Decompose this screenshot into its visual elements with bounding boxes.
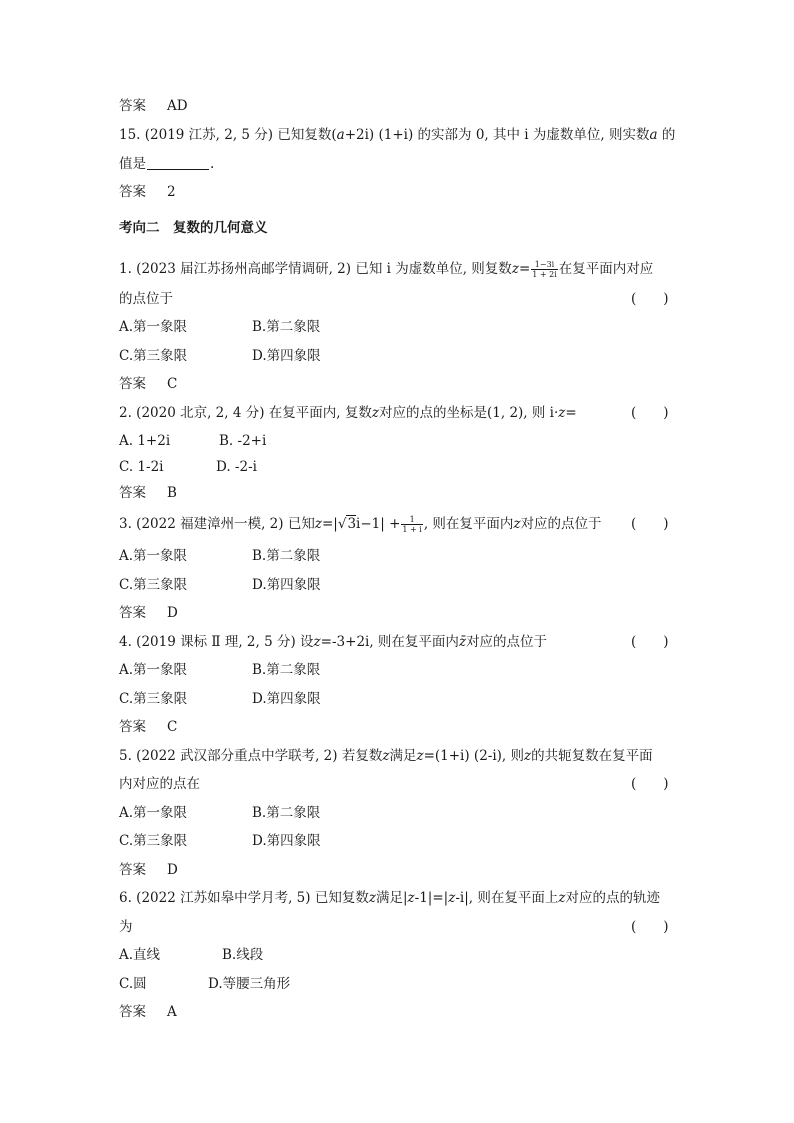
option-d: D. -2-i (216, 459, 257, 475)
option-b: B.第二象限 (252, 319, 321, 335)
question-5-options-row-1 (119, 803, 320, 823)
option-c: C.第三象限 (119, 691, 188, 707)
option-d: D.第四象限 (252, 577, 321, 593)
section-title: 考向二 复数的几何意义 (119, 220, 268, 236)
answer-parentheses: ( ) (631, 776, 669, 792)
option-b: B.第二象限 (252, 548, 321, 564)
question-3-options-row-1 (119, 546, 320, 566)
question-2-options-row-2 (119, 457, 257, 477)
question-4-options-row-2 (119, 689, 321, 709)
option-a: A. 1+2i (119, 433, 171, 449)
question-6-options-row-2 (119, 974, 290, 994)
option-a: A.第一象限 (119, 805, 188, 821)
option-d: D.等腰三角形 (208, 976, 291, 992)
question-2-line-1: 2. (2020 北京, 2, 4 分) 在复平面内, 复数z对应的点的坐标是(1, 2), 则 i·z= (119, 405, 577, 421)
question-15-answer: 答案 2 (119, 184, 176, 200)
option-a: A.第一象限 (119, 548, 188, 564)
answer-parentheses: ( ) (631, 634, 669, 650)
question-6-options-row-1 (119, 945, 263, 965)
question-4-line-1: 4. (2019 课标 Ⅱ 理, 2, 5 分) 设z=-3+2i, 则在复平面内z̄对应的点位于 (119, 634, 548, 650)
option-c: C.第三象限 (119, 348, 188, 364)
answer-line (119, 96, 188, 116)
question-5-line-1: 5. (2022 武汉部分重点中学联考, 2) 若复数z满足z=(1+i) (2-i), 则z的共轭复数在复平面 (119, 748, 653, 764)
option-c: C. 1-2i (119, 459, 164, 475)
option-c: C.圆 (119, 976, 147, 992)
sqrt-symbol: √ (337, 516, 347, 532)
question-1-options-row-2 (119, 346, 321, 366)
question-1-answer: 答案 C (119, 376, 178, 392)
question-2-answer: 答案 B (119, 485, 177, 501)
option-b: B.线段 (222, 947, 264, 963)
option-d: D.第四象限 (252, 348, 321, 364)
question-1-options-row-1 (119, 317, 320, 337)
question-15-line-2: 值是 . (119, 156, 215, 172)
option-b: B.第二象限 (252, 805, 321, 821)
option-d: D.第四象限 (252, 833, 321, 849)
option-b: B.第二象限 (252, 662, 321, 678)
question-6-line-1: 6. (2022 江苏如皋中学月考, 5) 已知复数z满足|z-1|=|z-i|, 则在复平面上z对应的点的轨迹 (119, 890, 660, 906)
fraction: $\frac{1-3i}{1 + 2i}$ (532, 260, 557, 279)
answer-parentheses: ( ) (631, 516, 669, 532)
answer-blank[interactable] (147, 155, 209, 170)
option-b: B. -2+i (219, 433, 267, 449)
option-d: D.第四象限 (252, 691, 321, 707)
question-6-line-2: 为 (119, 919, 133, 935)
option-c: C.第三象限 (119, 833, 188, 849)
answer-label: 答案 (119, 98, 146, 114)
question-2-options-row-1 (119, 431, 266, 451)
option-c: C.第三象限 (119, 577, 188, 593)
question-1-line-2: 的点位于 (119, 291, 173, 307)
answer-parentheses: ( ) (631, 291, 669, 307)
question-6-answer: 答案 A (119, 1004, 177, 1020)
question-3-line-1: 3. (2022 福建漳州一模, 2) 已知z=|√3i−1| + $\frac{1}{1 + i}$ , 则在复平面内z对应的点位于 (119, 515, 602, 534)
question-3-answer: 答案 D (119, 605, 178, 621)
question-5-options-row-2 (119, 831, 321, 851)
answer-value: AD (167, 98, 188, 114)
question-1-line-1: 1. (2023 届江苏扬州高邮学情调研, 2) 已知 i 为虚数单位, 则复数z= $\frac{1-3i}{1 + 2i}$ 在复平面内对应 (119, 260, 654, 279)
question-5-answer: 答案 D (119, 862, 178, 878)
option-a: A.第一象限 (119, 319, 188, 335)
question-15-line-1: 15. (2019 江苏, 2, 5 分) 已知复数(a+2i) (1+i) 的实部为 0, 其中 i 为虚数单位, 则实数a 的 (119, 127, 676, 143)
question-4-answer: 答案 C (119, 719, 178, 735)
question-5-line-2: 内对应的点在 (119, 776, 200, 792)
option-a: A.第一象限 (119, 662, 188, 678)
fraction: $\frac{1}{1 + i}$ (402, 515, 422, 534)
question-4-options-row-1 (119, 660, 320, 680)
question-3-options-row-2 (119, 575, 321, 595)
option-a: A.直线 (119, 947, 161, 963)
answer-parentheses: ( ) (631, 405, 669, 421)
answer-parentheses: ( ) (631, 919, 669, 935)
